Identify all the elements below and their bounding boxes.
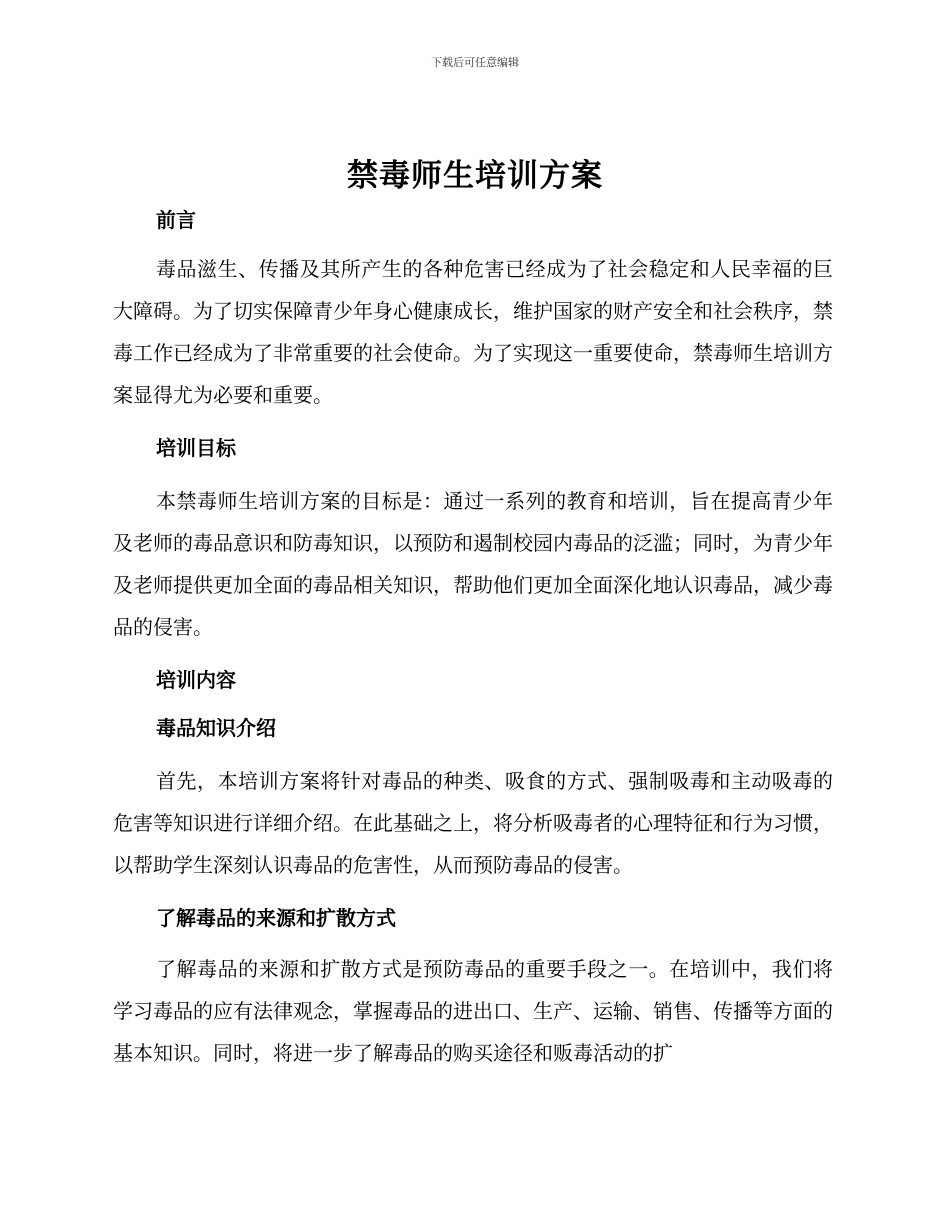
section-heading-preface: 前言: [156, 208, 196, 232]
document-title: 禁毒师生培训方案: [347, 158, 603, 194]
paragraph-goal: 本禁毒师生培训方案的目标是：通过一系列的教育和培训，旨在提高青少年及老师的毒品意识和防毒知识，以预防和遏制校园内毒品的泛滥；同时，为青少年及老师提供更加全面的毒品相关知识，帮助他们更加全面深化地认识毒品，减少毒品的侵害。: [113, 489, 833, 639]
section-heading-goal: 培训目标: [156, 436, 236, 460]
header-note: 下载后可任意编辑: [431, 56, 519, 69]
paragraph-source: 了解毒品的来源和扩散方式是预防毒品的重要手段之一。在培训中，我们将学习毒品的应有法律观念，掌握毒品的进出口、生产、运输、销售、传播等方面的基本知识。同时，将进一步了解毒品的购买途径和贩毒活动的扩: [113, 957, 833, 1065]
paragraph-preface: 毒品滋生、传播及其所产生的各种危害已经成为了社会稳定和人民幸福的巨大障碍。为了切实保障青少年身心健康成长，维护国家的财产安全和社会秩序，禁毒工作已经成为了非常重要的社会使命。为了实现这一重要使命，禁毒师生培训方案显得尤为必要和重要。: [113, 257, 833, 407]
paragraph-knowledge: 首先，本培训方案将针对毒品的种类、吸食的方式、强制吸毒和主动吸毒的危害等知识进行详细介绍。在此基础之上，将分析吸毒者的心理特征和行为习惯，以帮助学生深刻认识毒品的危害性，从而预防毒品的侵害。: [113, 769, 833, 877]
document-body: [113, 202, 833, 1074]
subsection-heading-source: 了解毒品的来源和扩散方式: [156, 906, 396, 930]
subsection-heading-knowledge: 毒品知识介绍: [156, 716, 276, 740]
section-heading-content: 培训内容: [156, 668, 236, 692]
